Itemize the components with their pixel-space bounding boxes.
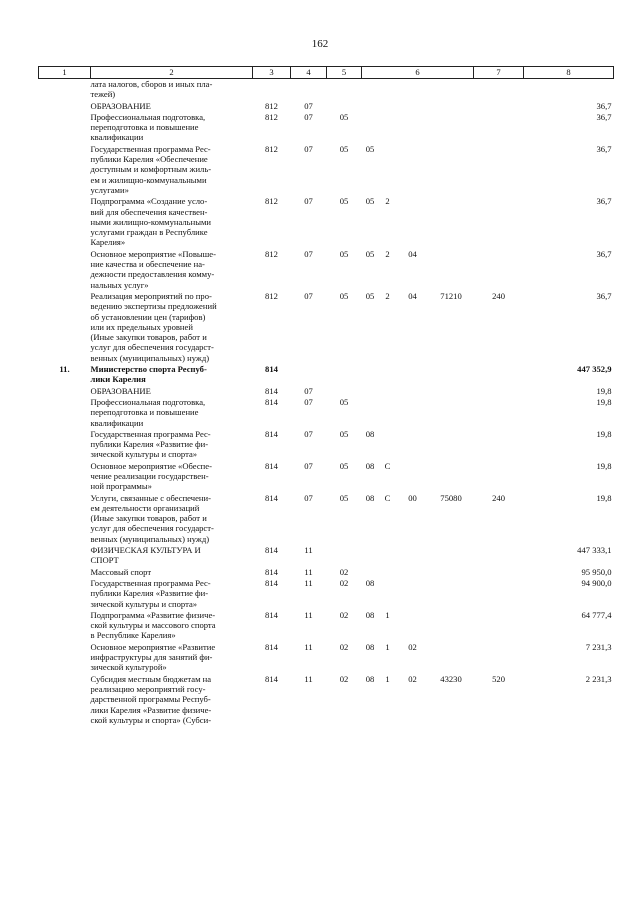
code-activity: 04 [408,248,417,259]
code-target-program: 05 [365,143,375,154]
code-subprogram: С [384,492,391,503]
row-title: лата налогов, сборов и иных пла- тежей) [90,79,213,100]
row-title: Массовый спорт [90,566,152,577]
amount: 64 777,4 [581,609,612,620]
row-number [39,100,91,111]
code-target-program: 08 [365,428,375,439]
code-activity [397,143,429,195]
code-expense-type [474,544,524,566]
code-target-program [362,544,379,566]
amount: 447 352,9 [577,364,612,375]
code-target-program [362,100,379,111]
code-expense-type [474,428,524,460]
code-subprogram [379,544,397,566]
amount: 7 231,3 [585,641,612,652]
row-number [39,641,91,673]
code-target-program [362,363,379,385]
row-number [39,248,91,290]
code-subsection: 05 [339,248,349,259]
row-title: ОБРАЗОВАНИЕ [90,385,151,396]
code-subsection: 02 [339,577,349,588]
code-expense-type [474,566,524,577]
table-row [39,577,614,609]
code-expense-type [474,385,524,396]
code-direction: 43230 [440,673,462,684]
code-section: 07 [304,290,313,301]
code-expense-type [474,143,524,195]
code-subsection [327,100,362,111]
code-section: 11 [304,545,313,556]
row-number [39,428,91,460]
row-title: Государственная программа Рес- публики Карелия «Развитие фи- зической культуры и спорта» [90,577,211,609]
code-direction [429,428,474,460]
code-expense-type [474,641,524,673]
header-row [39,67,614,79]
code-subprogram [379,385,397,396]
row-title: Профессиональная подготовка, переподготовка и повышение квалификации [90,111,206,143]
code-direction [429,396,474,428]
code-ministry: 814 [265,396,278,407]
row-title: Услуги, связанные с обеспечени- ем деятельности организаций (Иные закупки товаров, работ и услуг для обеспечения государст- венных (муниципальных) нужд) [90,492,214,544]
code-subsection: 02 [339,566,349,577]
code-activity: 02 [408,641,417,652]
code-subsection: 02 [339,641,349,652]
code-ministry: 814 [265,609,278,620]
code-ministry: 814 [265,385,278,396]
code-subprogram: 1 [385,609,390,620]
amount: 19,8 [596,460,612,471]
code-activity: 02 [408,673,417,684]
table-row [39,428,614,460]
code-ministry: 814 [265,577,278,588]
code-activity [397,460,429,492]
code-expense-type [474,111,524,143]
code-activity: 00 [408,492,417,503]
code-expense-type: 240 [492,290,505,301]
row-title: Подпрограмма «Развитие физиче- ской культуры и массового спорта в Республике Карелия» [90,609,216,641]
code-subprogram [379,143,397,195]
code-ministry: 812 [265,248,278,259]
code-subsection [327,544,362,566]
code-subsection: 05 [339,290,349,301]
code-ministry: 814 [265,460,278,471]
row-number [39,460,91,492]
table-row [39,79,614,100]
row-number [39,396,91,428]
code-section: 07 [304,100,313,111]
row-title: Профессиональная подготовка, переподготовка и повышение квалификации [90,396,206,428]
code-ministry: 814 [265,492,278,503]
header-col-2: 2 [91,67,253,79]
code-direction [429,363,474,385]
code-subprogram [379,111,397,143]
code-ministry: 812 [265,143,278,154]
code-activity [397,111,429,143]
code-expense-type [474,460,524,492]
table-row [39,641,614,673]
table-row [39,385,614,396]
header-col-8: 8 [524,67,614,79]
code-ministry: 812 [265,100,278,111]
row-number [39,577,91,609]
code-subsection: 05 [339,428,349,439]
code-section: 07 [304,111,313,122]
code-target-program: 08 [365,460,375,471]
code-section: 07 [304,248,313,259]
code-expense-type [474,195,524,247]
amount: 36,7 [596,196,612,207]
code-direction [429,385,474,396]
code-expense-type [474,248,524,290]
code-section: 11 [304,566,313,577]
code-direction [429,566,474,577]
code-expense-type: 520 [492,673,505,684]
code-ministry: 814 [265,566,278,577]
code-activity [397,195,429,247]
code-activity [397,609,429,641]
code-section: 07 [304,428,313,439]
code-expense-type [474,100,524,111]
code-ministry: 814 [265,673,278,684]
code-subprogram [379,396,397,428]
row-number [39,195,91,247]
table-row [39,492,614,544]
code-section: 07 [304,196,313,207]
code-direction [429,100,474,111]
code-activity [397,396,429,428]
row-title: Основное мероприятие «Обеспе- чение реализации государствен- ной программы» [90,460,212,492]
code-activity [397,544,429,566]
code-ministry: 814 [265,545,278,556]
amount: 19,8 [596,492,612,503]
code-subsection: 05 [339,111,349,122]
code-direction [429,577,474,609]
amount: 36,7 [596,143,612,154]
code-subsection [327,363,362,385]
code-subprogram [379,79,397,100]
code-target-program: 08 [365,609,375,620]
table-row [39,544,614,566]
code-subsection: 05 [339,492,349,503]
code-direction: 75080 [440,492,462,503]
code-subprogram: 2 [385,248,390,259]
code-section: 07 [304,143,313,154]
table-row [39,396,614,428]
code-subsection [327,79,362,100]
code-ministry [253,79,291,100]
code-ministry: 812 [265,111,278,122]
table-row [39,195,614,247]
code-ministry: 812 [265,290,278,301]
code-section: 07 [304,396,313,407]
code-section [291,79,327,100]
row-number [39,673,91,725]
code-section [291,363,327,385]
code-target-program [362,396,379,428]
table-row [39,460,614,492]
table-row [39,143,614,195]
code-activity: 04 [408,290,417,301]
page-number: 162 [311,38,329,50]
code-subprogram: 1 [385,673,390,684]
row-number [39,385,91,396]
table-row [39,566,614,577]
code-target-program: 05 [365,196,375,207]
code-target-program: 08 [365,492,375,503]
row-title: Основное мероприятие «Развитие инфраструктуры для занятий фи- зической культурой» [90,641,216,673]
row-title: ОБРАЗОВАНИЕ [90,100,151,111]
row-title: Субсидия местным бюджетам на реализацию мероприятий госу- дарственной программы Респуб- лики Карелия «Развитие физиче- ской культуры и спорта» (Субси- [90,673,212,725]
code-section: 07 [304,385,313,396]
code-subsection [327,385,362,396]
row-number [39,566,91,577]
code-direction [429,609,474,641]
code-target-program [362,79,379,100]
row-title: Министерство спорта Респуб- лики Карелия [90,364,207,385]
row-title: ФИЗИЧЕСКАЯ КУЛЬТУРА И СПОРТ [90,545,201,566]
code-activity [397,385,429,396]
budget-table [38,66,614,725]
code-ministry: 812 [265,196,278,207]
code-section: 07 [304,492,313,503]
code-ministry: 814 [265,641,278,652]
code-target-program [362,385,379,396]
table-row [39,673,614,725]
header-col-1: 1 [39,67,91,79]
row-title: Реализация мероприятий по про- ведению экспертизы предложений об установлении цен (тарифов) или их предельных уровней (Иные закупки товаров, работ и услуг для обеспечения государст- венных (муниципальных) нужд) [90,290,217,363]
amount: 447 333,1 [577,545,612,556]
amount: 2 231,3 [585,673,612,684]
code-subprogram: 2 [385,196,390,207]
code-direction [429,111,474,143]
code-section: 07 [304,460,313,471]
code-direction: 71210 [440,290,462,301]
header-col-3: 3 [253,67,291,79]
code-subprogram: С [384,460,391,471]
code-ministry: 814 [265,364,278,375]
table-row [39,248,614,290]
code-activity [397,566,429,577]
code-direction [429,460,474,492]
code-activity [397,428,429,460]
row-title: Основное мероприятие «Повыше- ние качества и обеспечение на- дежности предоставления комму- нальных услуг» [90,248,216,290]
amount: 19,8 [596,428,612,439]
code-section: 11 [304,577,313,588]
header-col-6: 6 [362,67,474,79]
code-activity [397,363,429,385]
code-target-program: 08 [365,673,375,684]
amount: 36,7 [596,111,612,122]
code-target-program [362,111,379,143]
code-subsection: 05 [339,143,349,154]
amount: 36,7 [596,290,612,301]
code-direction [429,544,474,566]
table-body [39,79,614,726]
table-row [39,111,614,143]
code-subprogram [379,363,397,385]
amount [524,79,614,100]
code-direction [429,79,474,100]
code-target-program [362,566,379,577]
code-subprogram [379,566,397,577]
code-subprogram: 2 [385,290,390,301]
code-section: 11 [304,673,313,684]
row-number [39,79,91,100]
code-target-program: 08 [365,577,375,588]
code-ministry: 814 [265,428,278,439]
table-row [39,363,614,385]
header-col-7: 7 [474,67,524,79]
amount: 94 900,0 [581,577,612,588]
code-activity [397,100,429,111]
amount: 36,7 [596,100,612,111]
code-subprogram: 1 [385,641,390,652]
amount: 95 950,0 [581,566,612,577]
code-subprogram [379,100,397,111]
code-subsection: 02 [339,609,349,620]
code-expense-type [474,79,524,100]
amount: 19,8 [596,396,612,407]
code-target-program: 08 [365,641,375,652]
code-activity [397,79,429,100]
row-number: 11. [59,364,70,375]
code-expense-type [474,363,524,385]
code-section: 11 [304,641,313,652]
row-number [39,544,91,566]
code-direction [429,641,474,673]
amount: 36,7 [596,248,612,259]
code-target-program: 05 [365,248,375,259]
code-section: 11 [304,609,313,620]
header-col-4: 4 [291,67,327,79]
code-expense-type [474,396,524,428]
row-number [39,609,91,641]
code-subprogram [379,577,397,609]
row-number [39,492,91,544]
code-subsection: 05 [339,396,349,407]
code-activity [397,577,429,609]
code-direction [429,248,474,290]
code-subsection: 02 [339,673,349,684]
code-subsection: 05 [339,460,349,471]
table-row [39,100,614,111]
row-number [39,290,91,363]
code-subprogram [379,428,397,460]
table-row [39,609,614,641]
code-target-program: 05 [365,290,375,301]
code-subsection: 05 [339,196,349,207]
row-title: Государственная программа Рес- публики Карелия «Развитие фи- зической культуры и спорта» [90,428,211,460]
row-title: Подпрограмма «Создание усло- вий для обеспечения качествен- ными жилищно-коммунальными услугами граждан в Республике Карелия» [90,196,212,248]
code-direction [429,143,474,195]
header-col-5: 5 [327,67,362,79]
code-expense-type: 240 [492,492,505,503]
code-expense-type [474,577,524,609]
code-direction [429,195,474,247]
row-number [39,143,91,195]
amount: 19,8 [596,385,612,396]
table-row [39,290,614,363]
row-title: Государственная программа Рес- публики Карелия «Обеспечение доступным и комфортным жиль- ем и жилищно-коммунальными услугами» [90,143,212,195]
code-expense-type [474,609,524,641]
row-number [39,111,91,143]
